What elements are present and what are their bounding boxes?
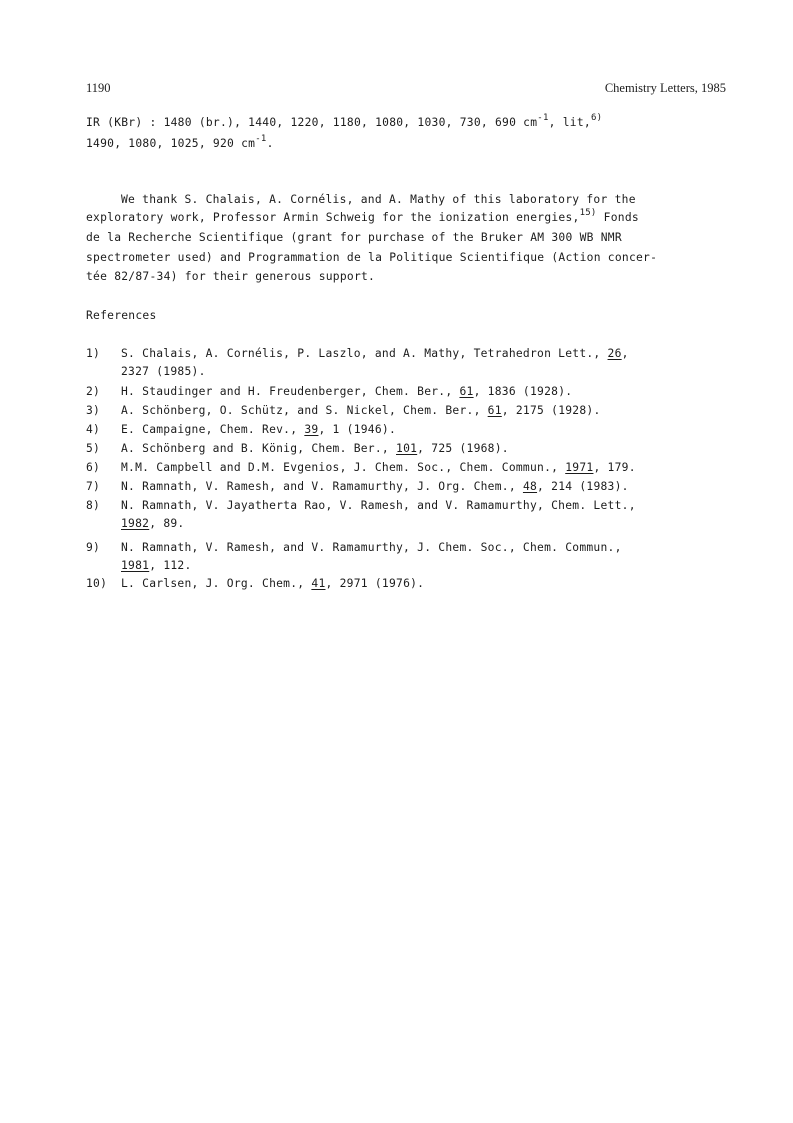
reference-number: 8): [86, 499, 101, 512]
citation-ref: 6): [590, 113, 603, 123]
reference-text: N. Ramnath, V. Jayatherta Rao, V. Ramesh, and V. Ramamurthy, Chem. Lett.,: [121, 499, 636, 512]
truncated-text-line: [86, 596, 486, 602]
reference-text: M.M. Campbell and D.M. Evgenios, J. Chem. Soc., Chem. Commun., 1971, 179.: [121, 461, 636, 474]
reference-number: 2): [86, 385, 101, 398]
page-header: [86, 81, 726, 99]
reference-text: E. Campaigne, Chem. Rev., 39, 1 (1946).: [121, 423, 397, 436]
reference-continuation: 2327 (1985).: [121, 365, 206, 378]
reference-number: 3): [86, 404, 101, 417]
ir-data-line-1: IR (KBr) : 1480 (br.), 1440, 1220, 1180, 1080, 1030, 730, 690 $cm^{-1}$, lit,$^{6)}$: [86, 113, 603, 129]
references-heading: References: [86, 309, 157, 322]
reference-number: 10): [86, 577, 108, 590]
page-number: 1190: [86, 81, 111, 95]
acknowledgment-line-2: exploratory work, Professor Armin Schweig for the ionization energies,$^{15)}$ Fonds: [86, 208, 639, 224]
acknowledgment-line-1: We thank S. Chalais, A. Cornélis, and A. Mathy of this laboratory for the: [121, 193, 636, 206]
acknowledgment-line-3: de la Recherche Scientifique (grant for purchase of the Bruker AM 300 WB NMR: [86, 231, 622, 244]
reference-number: 4): [86, 423, 101, 436]
reference-text: L. Carlsen, J. Org. Chem., 41, 2971 (1976).: [121, 577, 425, 590]
reference-text: A. Schönberg and B. König, Chem. Ber., 101, 725 (1968).: [121, 442, 509, 455]
reference-text: N. Ramnath, V. Ramesh, and V. Ramamurthy, J. Chem. Soc., Chem. Commun.,: [121, 541, 622, 554]
reference-number: 6): [86, 461, 101, 474]
reference-continuation: 1981, 112.: [121, 559, 192, 572]
reference-text: H. Staudinger and H. Freudenberger, Chem. Ber., 61, 1836 (1928).: [121, 385, 573, 398]
superscript: -1: [255, 134, 267, 144]
reference-number: 7): [86, 480, 101, 493]
reference-continuation: 1982, 89.: [121, 517, 185, 530]
citation-ref: 15): [579, 208, 597, 218]
reference-number: 5): [86, 442, 101, 455]
journal-title: Chemistry Letters, 1985: [604, 81, 726, 95]
reference-text: A. Schönberg, O. Schütz, and S. Nickel, Chem. Ber., 61, 2175 (1928).: [121, 404, 601, 417]
superscript: -1: [537, 113, 549, 123]
acknowledgment-line-5: tée 82/87-34) for their generous support.: [86, 270, 376, 283]
reference-number: 1): [86, 347, 101, 360]
ir-data-line-2: 1490, 1080, 1025, 920 $cm^{-1}$.: [86, 134, 274, 150]
reference-number: 9): [86, 541, 101, 554]
reference-text: S. Chalais, A. Cornélis, P. Laszlo, and A. Mathy, Tetrahedron Lett., 26,: [121, 347, 629, 360]
acknowledgment-line-4: spectrometer used) and Programmation de la Politique Scientifique (Action concer-: [86, 251, 658, 264]
reference-text: N. Ramnath, V. Ramesh, and V. Ramamurthy, J. Org. Chem., 48, 214 (1983).: [121, 480, 629, 493]
